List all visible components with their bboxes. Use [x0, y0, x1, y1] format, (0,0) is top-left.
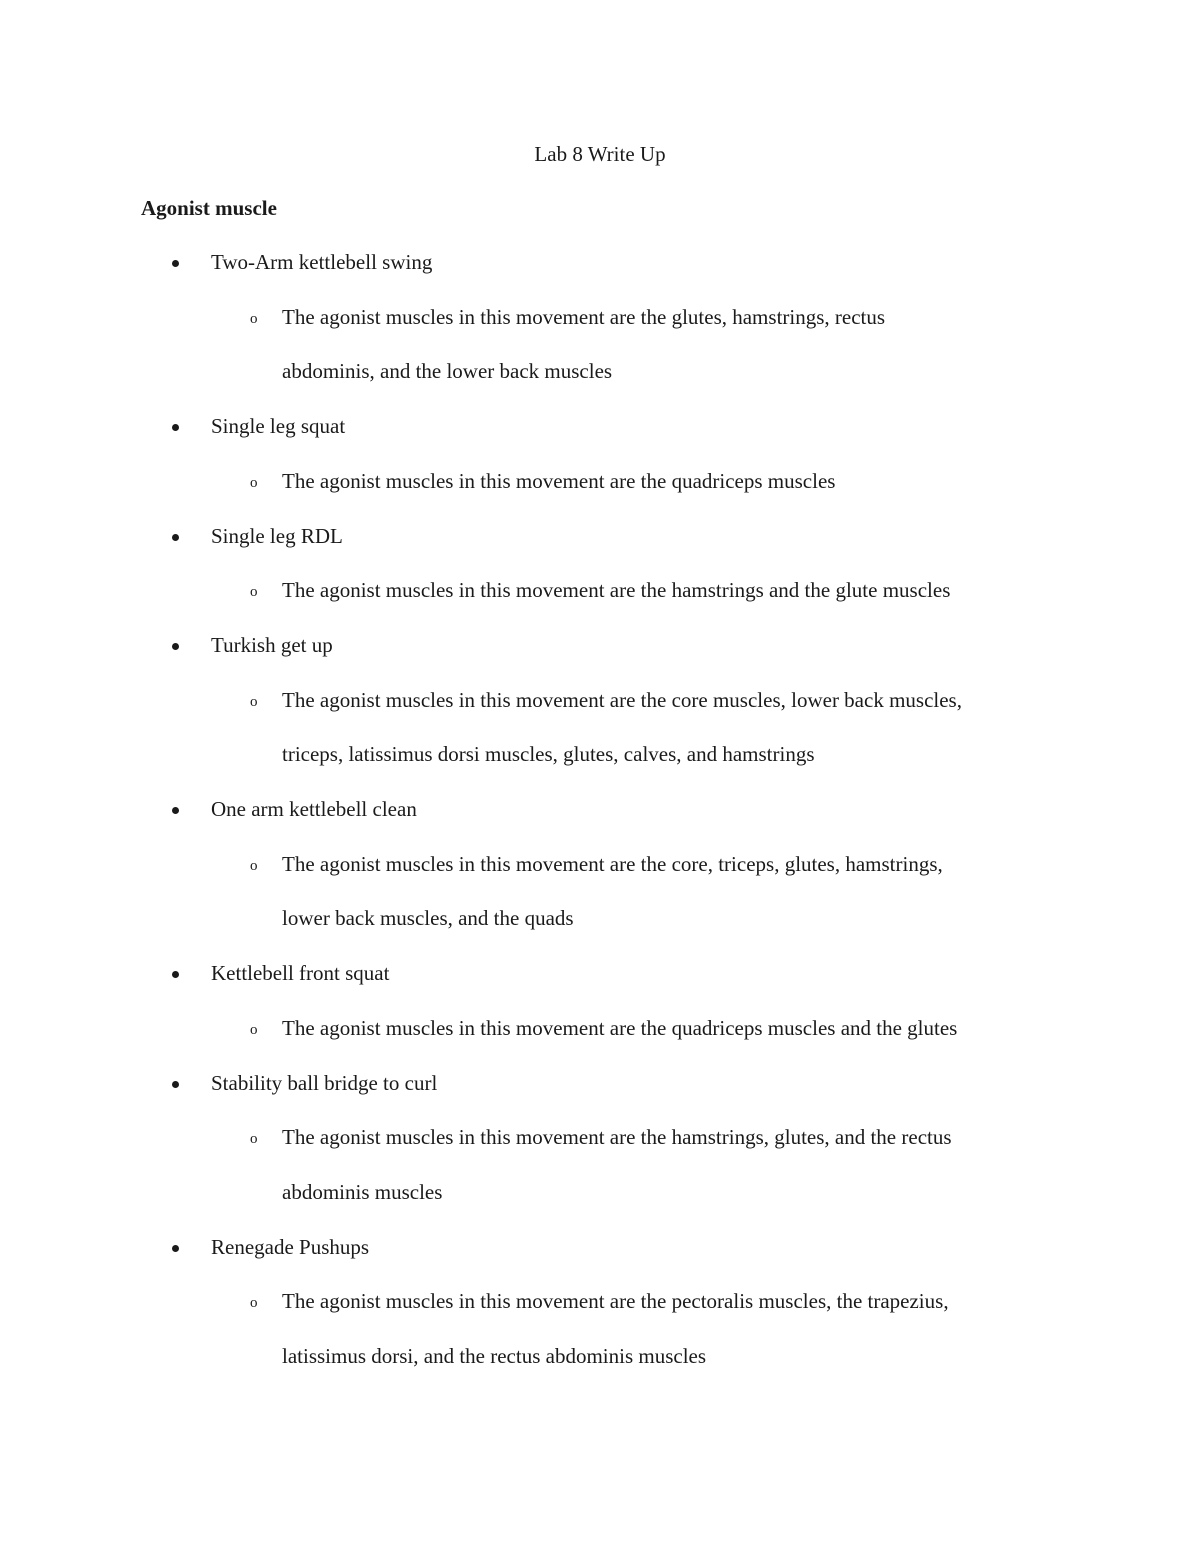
- list-item-label: Stability ball bridge to curl: [211, 1070, 438, 1095]
- sub-bullet-icon: o: [250, 857, 258, 874]
- list-item-label: Turkish get up: [211, 632, 333, 657]
- list-item-label: One arm kettlebell clean: [211, 797, 417, 821]
- list-item-detail: The agonist muscles in this movement are the glutes, hamstrings, rectus: [282, 304, 886, 329]
- list-item-detail: The agonist muscles in this movement are the quadriceps muscles and the glutes: [282, 1015, 958, 1040]
- list-item-detail: The agonist muscles in this movement are the core muscles, lower back muscles,: [282, 687, 962, 712]
- list-item-detail: The agonist muscles in this movement are the pectoralis muscles, the trapezius,: [282, 1289, 949, 1314]
- list-item-label: Single leg squat: [211, 414, 346, 439]
- sub-bullet-icon: o: [250, 1021, 258, 1038]
- list-item-detail: latissimus dorsi, and the rectus abdominis muscles: [282, 1344, 707, 1368]
- bullet-icon: [172, 1081, 179, 1088]
- list-item-detail: The agonist muscles in this movement are the hamstrings and the glute muscles: [282, 578, 951, 603]
- bullet-icon: [172, 807, 179, 814]
- sub-bullet-icon: o: [250, 584, 258, 601]
- list-item-detail: abdominis muscles: [282, 1179, 443, 1204]
- section-heading: Agonist muscle: [141, 196, 277, 220]
- document-title: Lab 8 Write Up: [534, 142, 666, 166]
- sub-bullet-icon: o: [250, 310, 258, 327]
- sub-bullet-icon: o: [250, 474, 258, 491]
- sub-bullet-icon: o: [250, 1295, 258, 1312]
- bullet-icon: [172, 1245, 179, 1252]
- list-item-label: Renegade Pushups: [211, 1234, 370, 1259]
- list-item-detail: The agonist muscles in this movement are the core, triceps, glutes, hamstrings,: [282, 851, 943, 876]
- bullet-icon: [172, 643, 179, 650]
- bullet-icon: [172, 534, 179, 541]
- list-item-detail: abdominis, and the lower back muscles: [282, 359, 613, 384]
- bullet-icon: [172, 424, 179, 431]
- list-item-label: Single leg RDL: [211, 523, 343, 548]
- list-item-detail: The agonist muscles in this movement are the quadriceps muscles: [282, 468, 836, 493]
- list-item-detail: triceps, latissimus dorsi muscles, glutes, calves, and hamstrings: [282, 742, 815, 767]
- sub-bullet-icon: o: [250, 693, 258, 710]
- list-item-detail: lower back muscles, and the quads: [282, 906, 574, 931]
- bullet-icon: [172, 260, 179, 267]
- list-item-label: Kettlebell front squat: [211, 961, 390, 986]
- list-item-label: Two-Arm kettlebell swing: [211, 250, 433, 274]
- list-item-detail: The agonist muscles in this movement are the hamstrings, glutes, and the rectus: [282, 1125, 952, 1150]
- sub-bullet-icon: o: [250, 1131, 258, 1148]
- bullet-icon: [172, 971, 179, 978]
